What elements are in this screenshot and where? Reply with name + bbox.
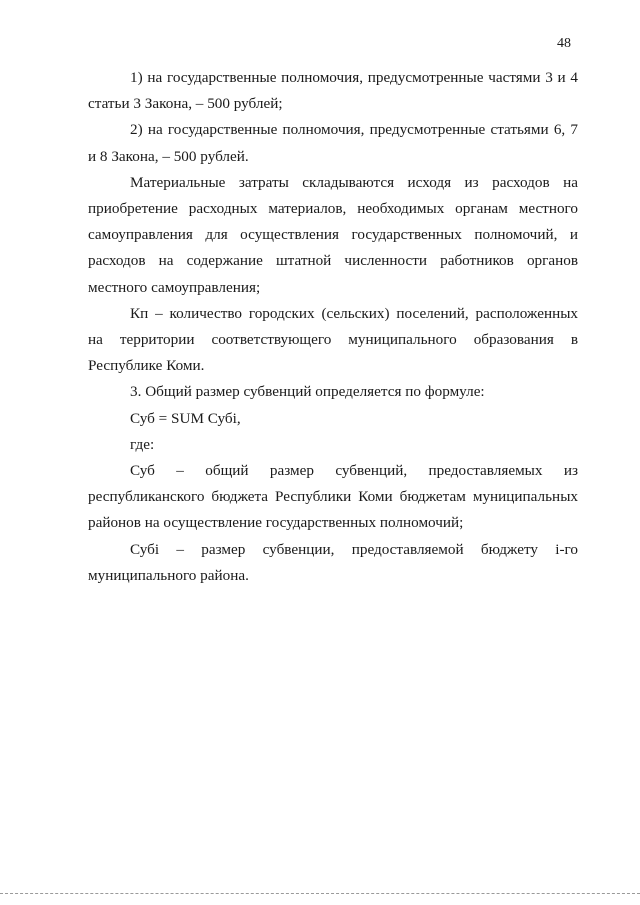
formula: Суб = SUM Субi, bbox=[130, 409, 241, 427]
paragraph-item-2: 2) на государственные полномочия, предусмотренные статьями 6, 7 и 8 Закона, – 500 рублей. bbox=[88, 121, 578, 165]
paragraph-material-costs: Материальные затраты складываются исходя из расходов на приобретение расходных материалов, необходимых органам местного самоуправления для осуществления государственных полномочий, и расходов на содержание штатной численности работников органов местного самоуправления; bbox=[88, 173, 578, 296]
page-number: 48 bbox=[557, 36, 571, 51]
paragraph-sub-definition: Суб – общий размер субвенций, предоставляемых из республиканского бюджета Республики Коми бюджетам муниципальных районов на осуществление государственных полномочий; bbox=[88, 462, 578, 532]
paragraph-kp-definition: Кп – количество городских (сельских) поселений, расположенных на территории соответствующего муниципального образования в Республике Коми. bbox=[88, 304, 578, 375]
scan-edge-line bbox=[0, 893, 640, 894]
paragraph-subi-definition: Субi – размер субвенции, предоставляемой бюджету i-го муниципального района. bbox=[88, 540, 578, 584]
paragraph-item-1: 1) на государственные полномочия, предусмотренные частями 3 и 4 статьи 3 Закона, – 500 рублей; bbox=[88, 69, 578, 113]
document-body bbox=[88, 65, 578, 589]
where-label: где: bbox=[130, 435, 155, 453]
paragraph-section-3: 3. Общий размер субвенций определяется по формуле: bbox=[130, 383, 485, 401]
